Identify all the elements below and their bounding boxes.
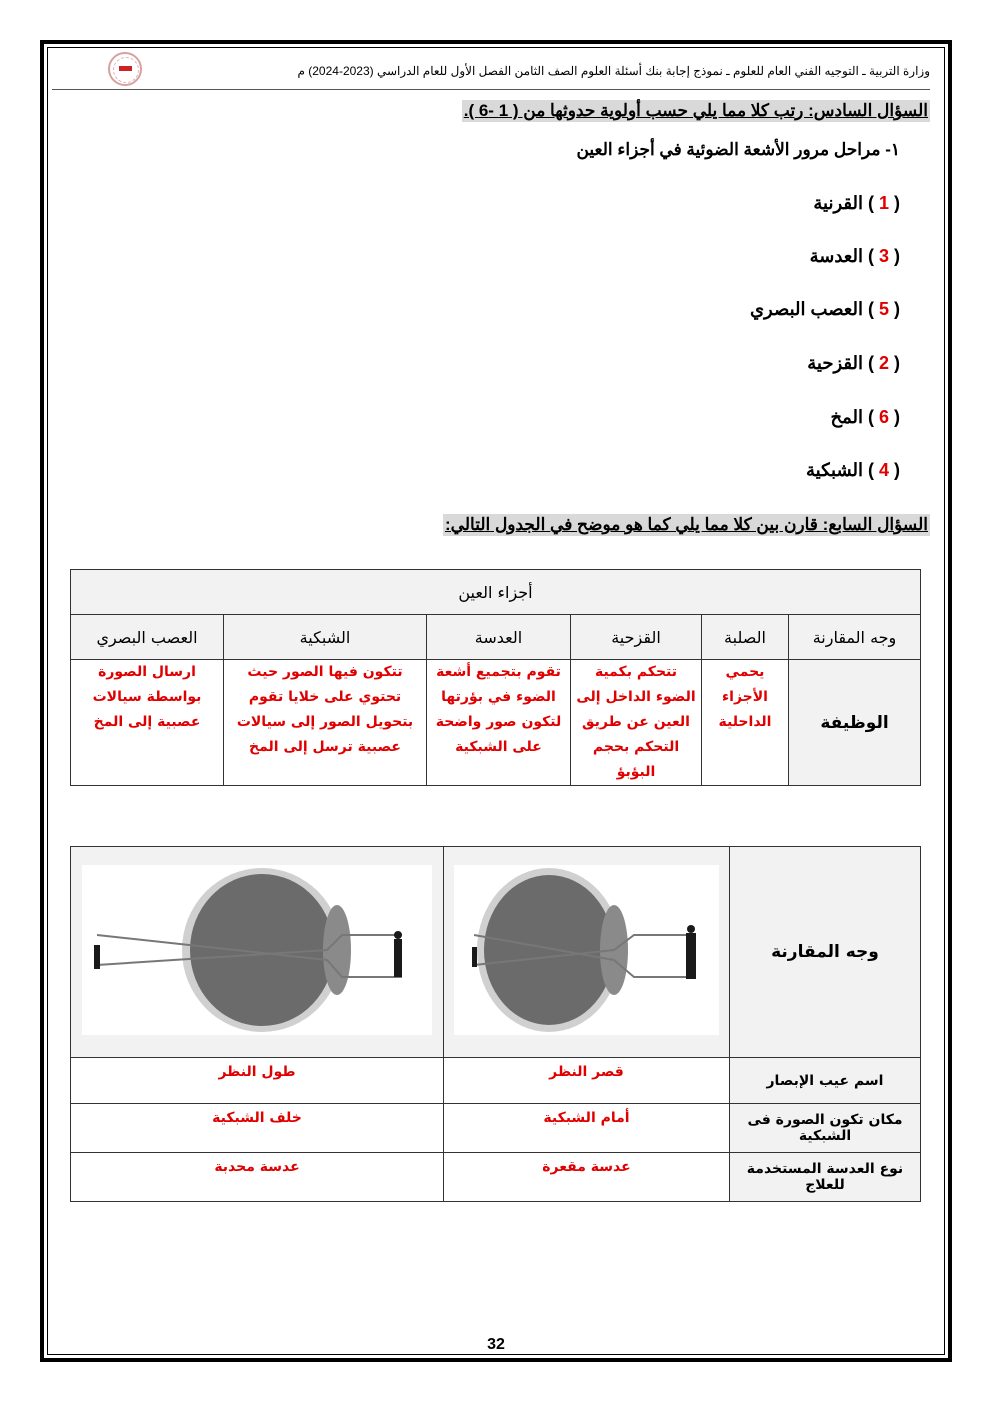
table-row [71,1058,921,1104]
answer-cell: عدسة مقعرة [444,1153,730,1202]
order-number: 1 [878,193,889,213]
order-label: القزحية [807,353,863,373]
table-row [71,660,921,786]
column-header: القزحية [571,615,702,660]
order-item: ( 5 ) العصب البصري [749,299,900,319]
image-cell [71,847,444,1058]
answer-cell: خلف الشبكية [71,1104,444,1153]
table-header-row [71,847,921,1058]
answer-cell: تقوم بتجميع أشعة الضوء في بؤرتها لتكون صور واضحة على الشبكية [427,660,571,786]
column-header: الصلبة [702,615,789,660]
table-group-header: أجزاء العين [71,570,921,615]
answer-cell: تتحكم بكمية الضوء الداخل إلى العين عن طريق التحكم بحجم البؤبؤ [571,660,702,786]
order-label: الشبكية [805,460,863,480]
table-row [71,1104,921,1153]
order-label: العصب البصري [749,299,863,319]
order-item: ( 4 ) الشبكية [805,460,900,480]
answer-cell: طول النظر [71,1058,444,1104]
vision-defects-table [70,846,921,1202]
order-label: العدسة [809,246,863,266]
column-header: العصب البصري [71,615,224,660]
table-row [71,1153,921,1202]
order-item: ( 2 ) القزحية [807,353,900,373]
order-label: القرنية [813,193,863,213]
order-item: ( 3 ) العدسة [809,246,900,266]
header-divider [52,89,930,90]
page-header [100,50,930,88]
answer-cell: يحمي الأجزاء الداحلية [702,660,789,786]
ministry-seal-icon [108,52,142,86]
answer-cell: تتكون فيها الصور حيث تحتوي على خلايا تقوم بتحويل الصور إلى سيالات عصبية ترسل إلى المخ [224,660,427,786]
question6-subquestion: ١- مراحل مرور الأشعة الضوئية في أجزاء العين [576,140,900,159]
answer-cell: عدسة محدبة [71,1153,444,1202]
eye-diagram-myopia [454,865,719,1035]
column-header: وجه المقارنة [789,615,921,660]
column-header: العدسة [427,615,571,660]
order-number: 5 [878,299,889,319]
order-item: ( 1 ) القرنية [813,193,900,213]
row-label: مكان تكون الصورة فى الشبكية [730,1104,921,1153]
table-header-row [71,615,921,660]
answer-cell: ارسال الصورة بواسطة سيالات عصبية إلى المخ [71,660,224,786]
row-label: اسم عيب الإبصار [730,1058,921,1104]
image-cell [444,847,730,1058]
order-label: المخ [830,407,863,427]
order-item: ( 6 ) المخ [830,407,900,427]
row-label: نوع العدسة المستخدمة للعلاج [730,1153,921,1202]
question6-title: السؤال السادس: رتب كلا مما يلي حسب أولوية حدوثها من ( 1 -6 ). [463,101,928,120]
order-number: 6 [878,407,889,427]
eye-parts-table [70,569,921,786]
page-number: 32 [487,1336,505,1353]
question7-title: السؤال السابع: قارن بين كلا مما يلي كما هو موضح في الجدول التالي: [445,515,928,534]
order-number: 4 [878,460,889,480]
person-icon [394,939,402,977]
answer-cell: أمام الشبكية [444,1104,730,1153]
answer-cell: قصر النظر [444,1058,730,1104]
column-header: الشبكية [224,615,427,660]
row-label: وجه المقارنة [730,847,921,1058]
order-number: 2 [878,353,889,373]
header-text: وزارة التربية ـ التوجيه الفني العام للعلوم ـ نموذج إجابة بنك أسئلة العلوم الصف الثامن الفصل الأول للعام الدراسي (2023-2024) م [297,64,930,78]
row-label: الوظيفة [789,660,921,786]
eye-diagram-hyperopia [82,865,432,1035]
order-number: 3 [878,246,889,266]
person-icon [686,933,696,979]
